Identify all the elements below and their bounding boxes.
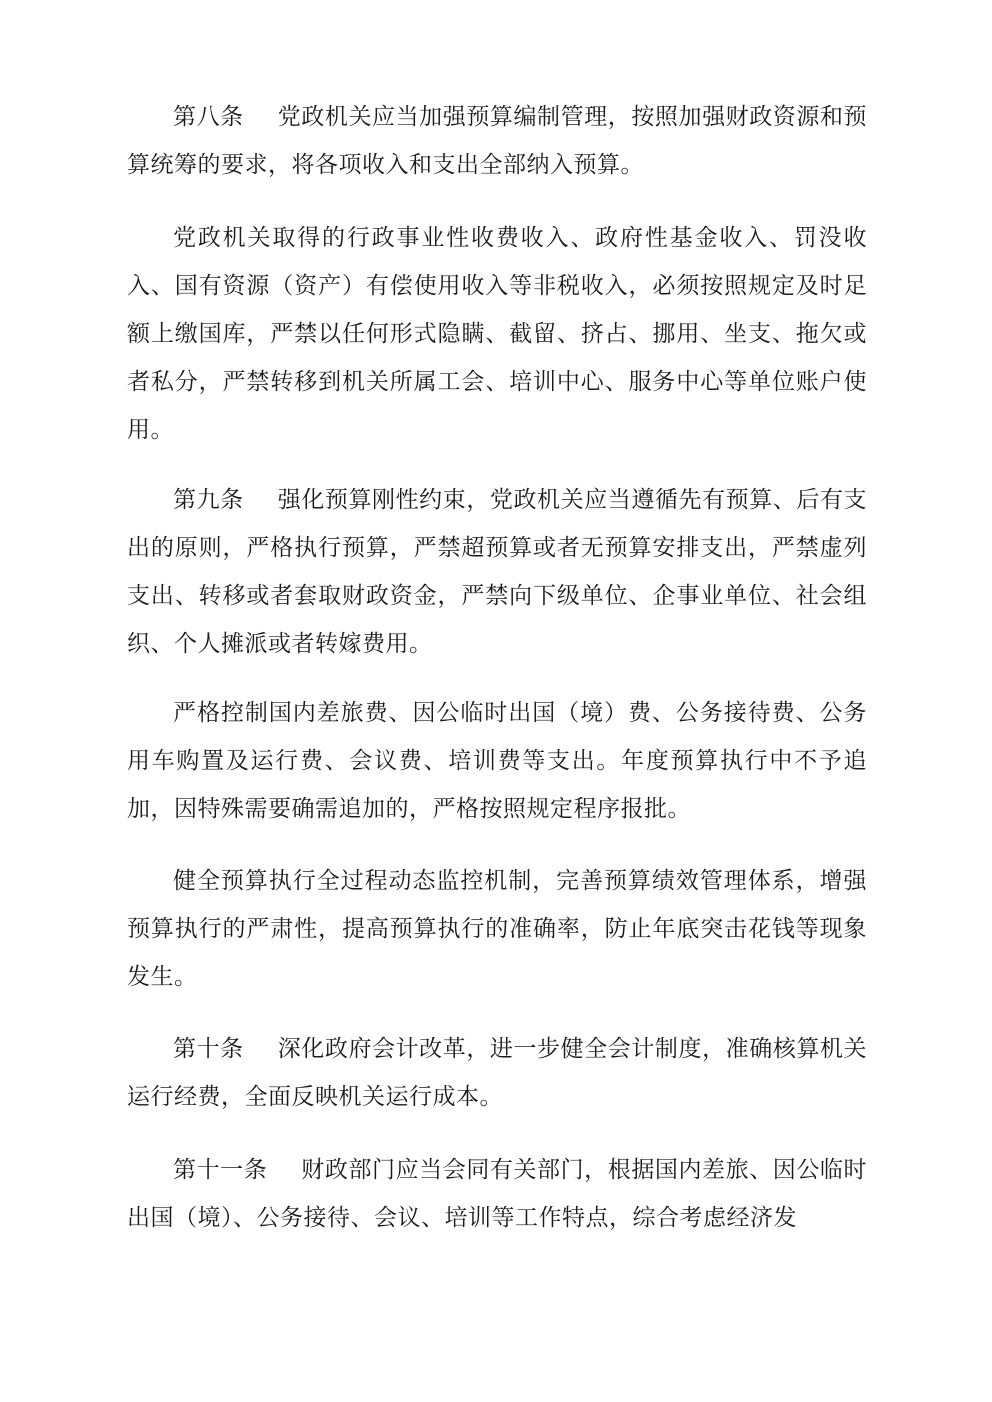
- article-number: 第八条: [173, 104, 244, 130]
- paragraph-text: 深化政府会计改革，进一步健全会计制度，准确核算机关运行经费，全面反映机关运行成本。: [127, 1036, 868, 1110]
- paragraph-non-tax-revenue: [127, 214, 867, 454]
- paragraph-article-11: [127, 1146, 867, 1242]
- paragraph-expense-control: [127, 689, 867, 833]
- paragraph-text: 严格控制国内差旅费、因公临时出国（境）费、公务接待费、公务用车购置及运行费、会议费、培训费等支出。年度预算执行中不予追加，因特殊需要确需追加的，严格按照规定程序报批。: [127, 700, 867, 822]
- paragraph-text: 强化预算刚性约束，党政机关应当遵循先有预算、后有支出的原则，严格执行预算，严禁超预算或者无预算安排支出，严禁虚列支出、转移或者套取财政资金，严禁向下级单位、企事业单位、社会组织、个人摊派或者转嫁费用。: [127, 487, 868, 657]
- article-number: 第十一条: [173, 1157, 268, 1183]
- paragraph-text: 财政部门应当会同有关部门，根据国内差旅、因公临时出国（境）、公务接待、会议、培训等工作特点，综合考虑经济发: [127, 1157, 868, 1231]
- paragraph-article-8: [127, 93, 867, 189]
- article-number: 第十条: [173, 1036, 244, 1062]
- paragraph-article-10: [127, 1025, 867, 1121]
- paragraph-text: 党政机关应当加强预算编制管理，按照加强财政资源和预算统筹的要求，将各项收入和支出全部纳入预算。: [127, 104, 868, 178]
- article-number: 第九条: [173, 487, 244, 513]
- paragraph-text: 健全预算执行全过程动态监控机制，完善预算绩效管理体系，增强预算执行的严肃性，提高预算执行的准确率，防止年底突击花钱等现象发生。: [127, 868, 867, 990]
- paragraph-article-9: [127, 476, 867, 668]
- paragraph-budget-monitoring: [127, 857, 867, 1001]
- paragraph-text: 党政机关取得的行政事业性收费收入、政府性基金收入、罚没收入、国有资源（资产）有偿使用收入等非税收入，必须按照规定及时足额上缴国库，严禁以任何形式隐瞒、截留、挤占、挪用、坐支、拖欠或者私分，严禁转移到机关所属工会、培训中心、服务中心等单位账户使用。: [127, 225, 867, 443]
